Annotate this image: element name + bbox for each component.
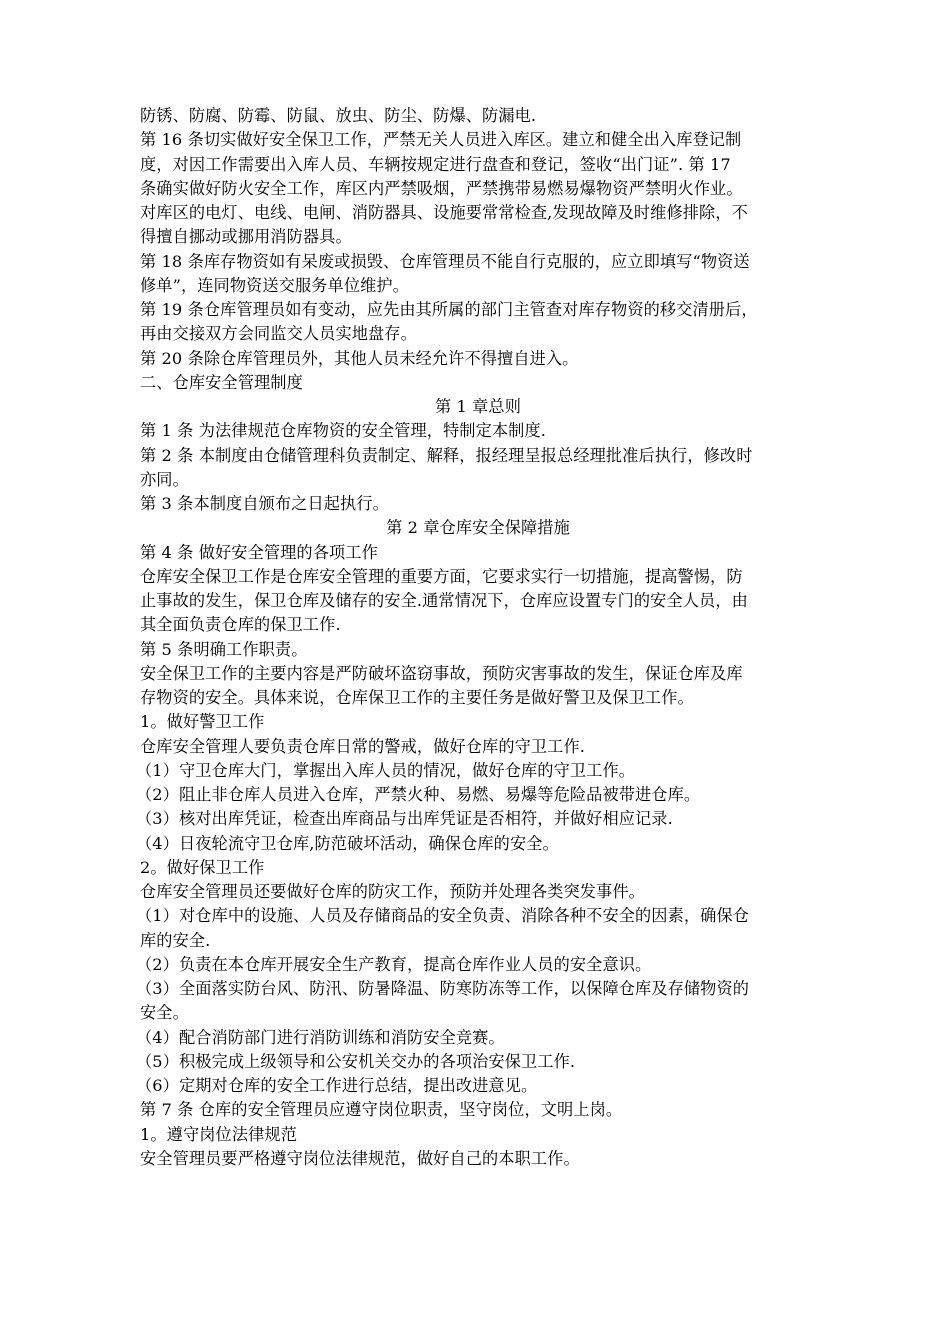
text-line: 安全管理员要严格遵守岗位法律规范，做好自己的本职工作。 xyxy=(140,1148,580,1168)
text-line: 第 1 条 为法律规范仓库物资的安全管理，特制定本制度. xyxy=(140,421,546,441)
text-line: 第 4 条 做好安全管理的各项工作 xyxy=(140,542,378,562)
text-line: 修单”，连同物资送交服务单位维护。 xyxy=(140,275,409,295)
text-line: 安全保卫工作的主要内容是严防破坏盗窃事故，预防灾害事故的发生，保证仓库及库 xyxy=(140,663,743,683)
text-line: 库的安全. xyxy=(140,930,211,950)
text-line: （2）负责在本仓库开展安全生产教育，提高仓库作业人员的安全意识。 xyxy=(136,954,652,974)
text-line: 仓库安全管理员还要做好仓库的防灾工作，预防并处理各类突发事件。 xyxy=(140,882,645,901)
text-line: （2）阻止非仓库人员进入仓库，严禁火种、易燃、易爆等危险品被带进仓库。 xyxy=(136,785,701,804)
text-line: 得擅自挪动或挪用消防器具。 xyxy=(140,227,352,247)
text-line: 二、仓库安全管理制度 xyxy=(140,372,303,392)
text-line: 第 16 条切实做好安全保卫工作，严禁无关人员进入库区。建立和健全出入库登记制 xyxy=(140,130,742,150)
text-line: 止事故的发生，保卫仓库及储存的安全.通常情况下，仓库应设置专门的安全人员，由 xyxy=(140,591,748,610)
text-line: 1。遵守岗位法律规范 xyxy=(140,1124,297,1144)
text-line: （4）日夜轮流守卫仓库,防范破坏活动，确保仓库的安全。 xyxy=(136,833,559,853)
text-line: 第 19 条仓库管理员如有变动，应先由其所属的部门主管查对库存物资的移交清册后， xyxy=(140,300,758,319)
text-line: 仓库安全保卫工作是仓库安全管理的重要方面，它要求实行一切措施，提高警惕，防 xyxy=(140,566,743,586)
text-line: （1）守卫仓库大门，掌握出入库人员的情况，做好仓库的守卫工作。 xyxy=(136,760,636,780)
text-line: （6）定期对仓库的安全工作进行总结，提出改进意见。 xyxy=(136,1076,538,1095)
text-line: 存物资的安全。具体来说，仓库保卫工作的主要任务是做好警卫及保卫工作。 xyxy=(140,688,694,707)
text-line: 第 3 条本制度自颁布之日起执行。 xyxy=(140,494,389,513)
text-line: 第 20 条除仓库管理员外，其他人员未经允许不得擅自进入。 xyxy=(140,348,579,368)
text-line: 防锈、防腐、防霉、防鼠、放虫、防尘、防爆、防漏电. xyxy=(140,106,537,125)
text-line: （4）配合消防部门进行消防训练和消防安全竞赛。 xyxy=(136,1027,505,1047)
text-line: 仓库安全管理人要负责仓库日常的警戒，做好仓库的守卫工作. xyxy=(140,736,586,756)
text-line: （3）全面落实防台风、防汛、防暑降温、防寒防冻等工作，以保障仓库及存储物资的 xyxy=(136,979,750,998)
text-line: 第 5 条明确工作职责。 xyxy=(140,639,308,659)
text-line: （3）核对出库凭证，检查出库商品与出库凭证是否相符，并做好相应记录. xyxy=(136,809,673,829)
text-line: （1）对仓库中的设施、人员及存储商品的安全负责、消除各种不安全的因素，确保仓 xyxy=(136,906,750,926)
text-line: 度，对因工作需要出入库人员、车辆按规定进行盘查和登记，签收“出门证”. 第 17 xyxy=(140,154,731,174)
text-line: 其全面负责仓库的保卫工作. xyxy=(140,615,341,635)
text-line: 条确实做好防火安全工作，库区内严禁吸烟，严禁携带易燃易爆物资严禁明火作业。 xyxy=(140,178,743,198)
text-line: （5）积极完成上级领导和公安机关交办的各项治安保卫工作. xyxy=(136,1051,576,1071)
text-line: 第 7 条 仓库的安全管理员应遵守岗位职责，坚守岗位，文明上岗。 xyxy=(140,1100,623,1120)
text-line: 2。做好保卫工作 xyxy=(140,857,265,877)
text-line: 第 18 条库存物资如有呆废或损毁、仓库管理员不能自行克服的，应立即填写“物资送 xyxy=(140,251,750,271)
text-line: 再由交接双方会同监交人员实地盘存。 xyxy=(140,324,417,344)
chapter-heading: 第 2 章仓库安全保障措施 xyxy=(386,518,570,538)
document-body xyxy=(136,104,816,1171)
text-line: 对库区的电灯、电线、电闸、消防器具、设施要常常检查,发现故障及时维修排除，不 xyxy=(140,203,748,222)
text-line: 1。做好警卫工作 xyxy=(140,712,265,732)
text-line: 安全。 xyxy=(140,1003,189,1023)
text-line: 亦同。 xyxy=(140,469,189,489)
chapter-heading: 第 1 章总则 xyxy=(434,397,522,416)
text-line: 第 2 条 本制度由仓储管理科负责制定、解释，报经理呈报总经理批准后执行，修改时 xyxy=(140,445,753,465)
